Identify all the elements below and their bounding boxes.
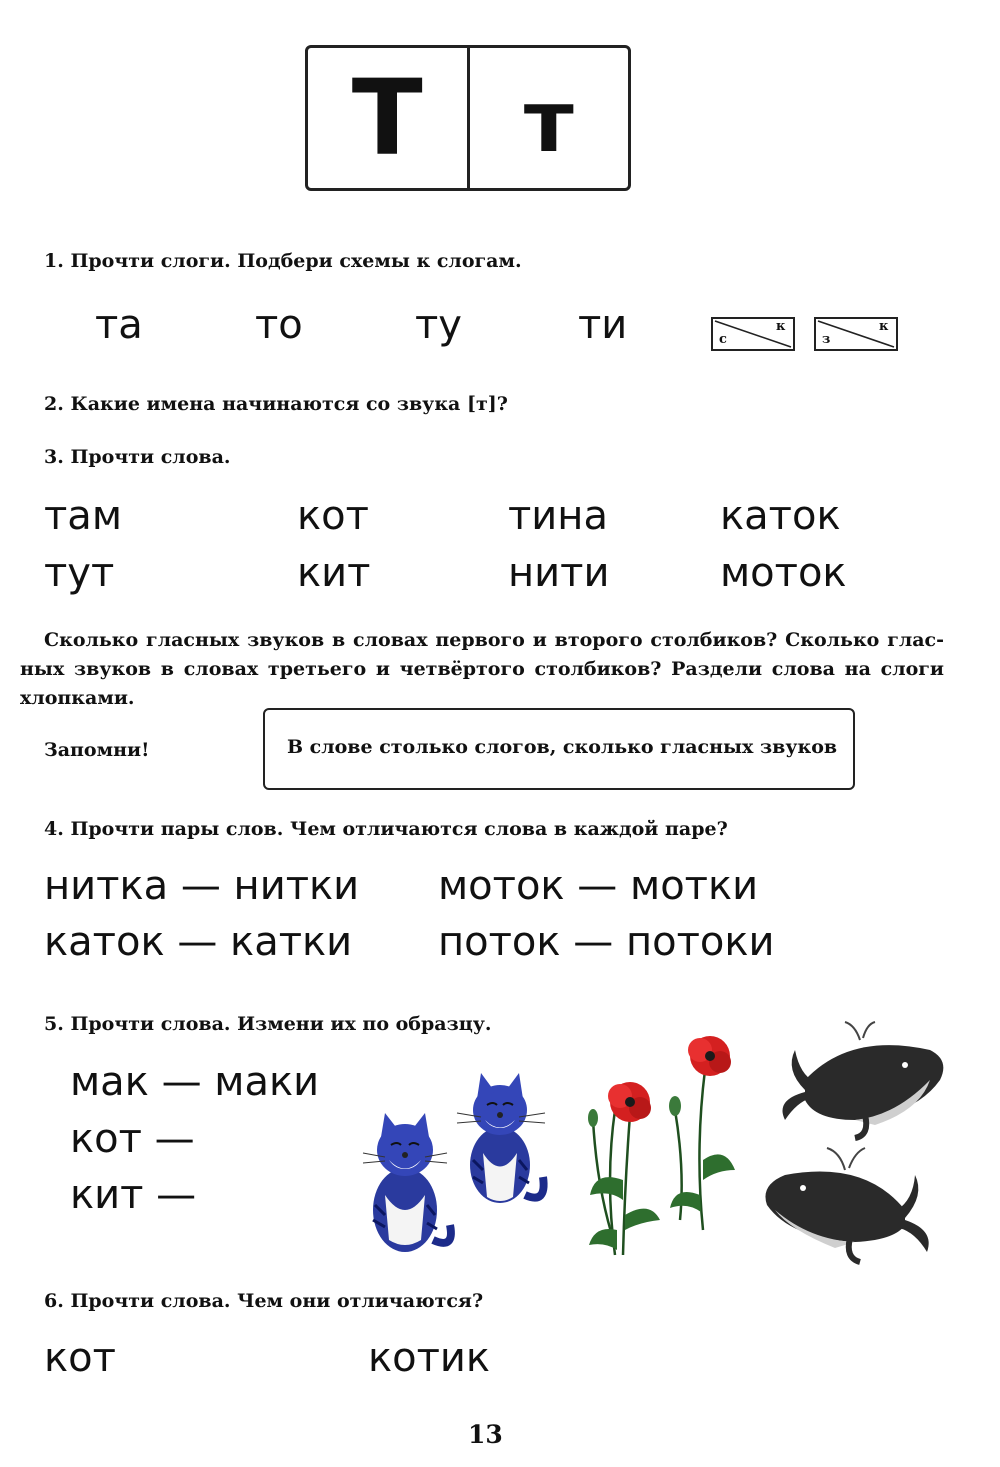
letter-uppercase: Т xyxy=(308,48,470,188)
poppy-flower-icon xyxy=(688,1036,731,1076)
whale-icon xyxy=(765,1148,928,1262)
scheme-left-label: с xyxy=(719,332,727,347)
exercise-kot: кот — xyxy=(70,1116,195,1162)
word-tam: там xyxy=(44,493,122,539)
pair-motok: моток — мотки xyxy=(438,863,759,909)
pair-nitka: нитка — нитки xyxy=(44,863,360,909)
task3-question-line3: хлопками. xyxy=(20,687,135,709)
cat-icon xyxy=(457,1073,545,1203)
task3-question-line1: Сколько гласных звуков в словах первого и второго столбиков? Сколько глас- xyxy=(44,629,944,651)
rule-text: В слове столько слогов, сколько гласных звуков xyxy=(287,736,838,758)
word-tina: тина xyxy=(508,493,608,539)
cat-icon xyxy=(363,1113,451,1252)
syllable-scheme-voiced xyxy=(814,317,898,351)
task3-question-line2: ных звуков в словах третьего и четвёртого столбиков? Раздели слова на слоги xyxy=(20,658,944,680)
syllable-ti: ти xyxy=(578,302,628,348)
poppies-illustration xyxy=(575,1030,750,1265)
exercise-kit: кит — xyxy=(70,1172,197,1218)
task2-instruction: 2. Какие имена начинаются со звука [т]? xyxy=(44,393,508,415)
task6-instruction: 6. Прочти слова. Чем они отличаются? xyxy=(44,1290,484,1312)
pair-katok: каток — катки xyxy=(44,919,353,965)
task1-instruction: 1. Прочти слоги. Подбери схемы к слогам. xyxy=(44,250,522,272)
sample-mak: мак — маки xyxy=(70,1059,320,1105)
whales-illustration xyxy=(755,1020,950,1265)
letter-lowercase: т xyxy=(523,72,574,172)
syllable-tu: ту xyxy=(415,302,462,348)
syllable-scheme-soft xyxy=(711,317,795,351)
scheme-left-label: з xyxy=(822,332,831,347)
word-kot-task6: кот xyxy=(44,1335,116,1381)
word-niti: нити xyxy=(508,550,610,596)
word-kotik: котик xyxy=(368,1335,491,1381)
task5-instruction: 5. Прочти слова. Измени их по образцу. xyxy=(44,1013,492,1035)
word-kot: кот xyxy=(297,493,369,539)
syllable-to: то xyxy=(255,302,303,348)
pair-potok: поток — потоки xyxy=(438,919,775,965)
letter-card xyxy=(305,45,631,191)
task4-instruction: 4. Прочти пары слов. Чем отличаются слова в каждой паре? xyxy=(44,818,728,840)
remember-label: Запомни! xyxy=(44,739,150,761)
task3-instruction: 3. Прочти слова. xyxy=(44,446,231,468)
word-kit: кит xyxy=(297,550,371,596)
word-tut: тут xyxy=(44,550,115,596)
scheme-right-label: к xyxy=(776,319,786,334)
cats-illustration xyxy=(355,1065,555,1265)
rule-box xyxy=(263,708,855,790)
word-katok: каток xyxy=(720,493,841,539)
page-number: 13 xyxy=(468,1420,503,1449)
word-motok: моток xyxy=(720,550,847,596)
whale-icon xyxy=(783,1022,944,1138)
scheme-right-label: к xyxy=(879,319,889,334)
syllable-ta: та xyxy=(95,302,143,348)
